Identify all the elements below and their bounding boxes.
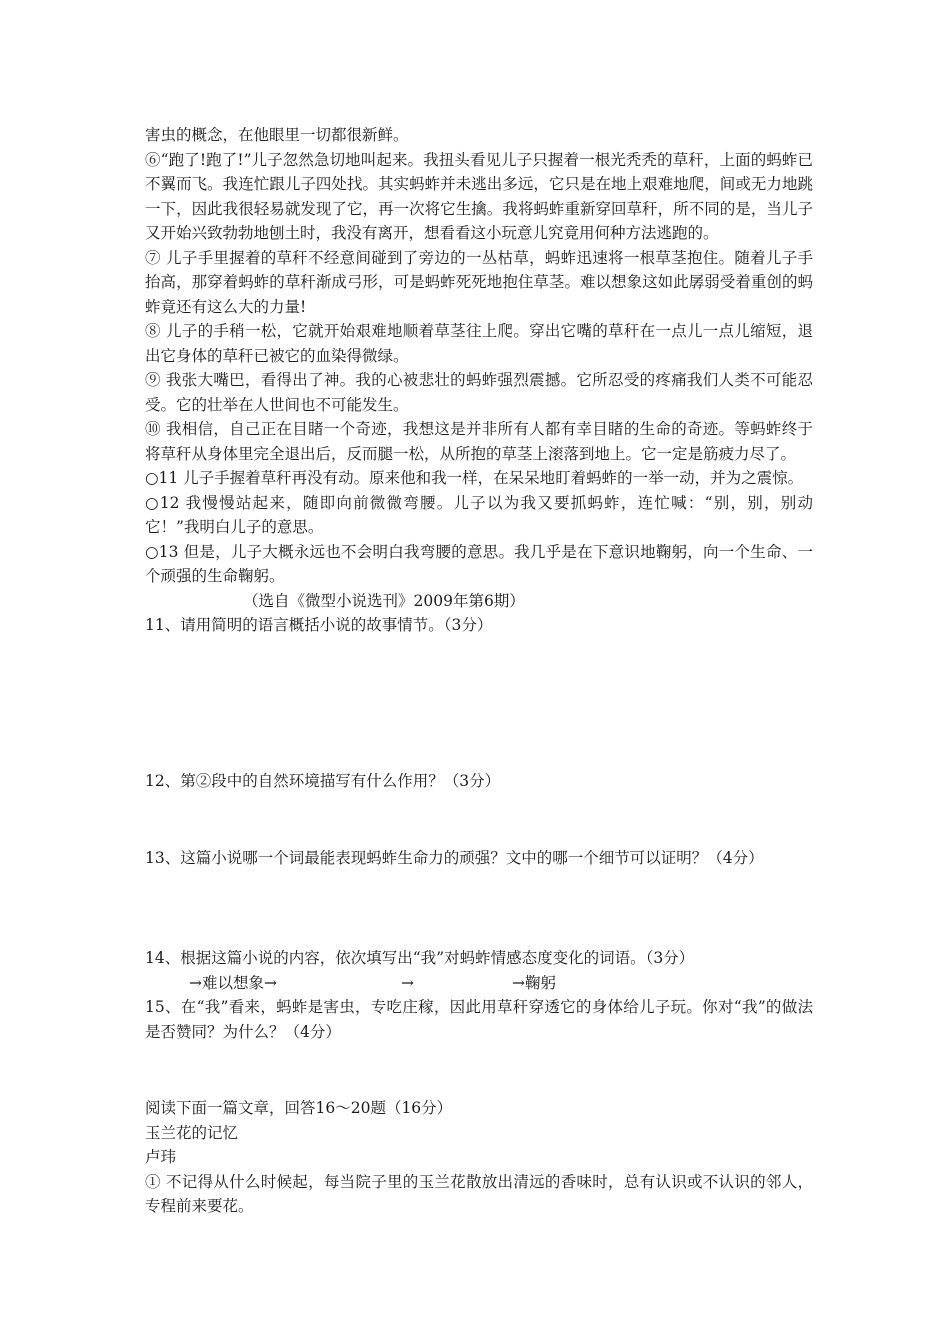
source-citation: （选自《微型小说选刊》2009年第6期） xyxy=(243,591,525,610)
paragraph-12: ○12 我慢慢站起来，随即向前微微弯腰。儿子以为我又要抓蚂蚱，连忙喊：“别，别，别动它！”我明白儿子的意思。 xyxy=(145,493,813,536)
passage-title: 玉兰花的记忆 xyxy=(145,1123,239,1142)
question-14-15-block xyxy=(145,946,813,1044)
paragraph-8: ⑧ 儿子的手稍一松，它就开始艰难地顺着草茎往上爬。穿出它嘴的草秆在一点儿一点儿缩短，退出它身体的草秆已被它的血染得微绿。 xyxy=(145,322,813,365)
fill-part-2: → xyxy=(400,973,414,992)
paragraph-9: ⑨ 我张大嘴巴，看得出了神。我的心被悲壮的蚂蚱强烈震撼。它所忍受的疼痛我们人类不可能忍受。它的壮举在人世间也不可能发生。 xyxy=(145,371,813,414)
paragraph-5-tail: 害虫的概念，在他眼里一切都很新鲜。 xyxy=(145,126,409,144)
paragraph-13: ○13 但是，儿子大概永远也不会明白我弯腰的意思。我几乎是在下意识地鞠躬，向一个生命、一个顽强的生命鞠躬。 xyxy=(145,542,813,585)
question-12-block xyxy=(145,769,813,794)
paragraph-6: ⑥“跑了!跑了!”儿子忽然急切地叫起来。我扭头看见儿子只握着一根光秃秃的草秆，上面的蚂蚱已不翼而飞。我连忙跟儿子四处找。其实蚂蚱并未逃出多远，它只是在地上艰难地爬，间或无力地跳一下，因此我很轻易就发现了它，再一次将它生擒。我将蚂蚱重新穿回草秆，所不同的是，当儿子又开始兴致勃勃地刨土时，我没有离开，想看看这小玩意儿究竟用何种方法逃跑的。 xyxy=(145,150,813,242)
paragraph-10: ⑩ 我相信，自己正在目睹一个奇迹，我想这是并非所有人都有幸目睹的生命的奇迹。等蚂蚱终于将草秆从身体里完全退出后，反而腿一松，从所抱的草茎上滚落到地上。它一定是筋疲力尽了。 xyxy=(145,420,813,463)
question-14-fill-line xyxy=(145,971,813,996)
paragraph-7: ⑦ 儿子手里握着的草秆不经意间碰到了旁边的一丛枯草，蚂蚱迅速将一根草茎抱住。随着儿子手抬高，那穿着蚂蚱的草秆渐成弓形，可是蚂蚱死死地抱住草茎。难以想象这如此孱弱受着重创的蚂蚱竟还有这么大的力量! xyxy=(145,248,813,316)
next-passage xyxy=(145,1096,813,1219)
question-13-block xyxy=(145,846,813,871)
question-15: 15、在“我”看来，蚂蚱是害虫，专吃庄稼，因此用草秆穿透它的身体给儿子玩。你对“我”的做法是否赞同？为什么？（4分） xyxy=(145,998,813,1041)
question-12: 12、第②段中的自然环境描写有什么作用？（3分） xyxy=(145,772,501,790)
passage-intro: 阅读下面一篇文章，回答16～20题（16分） xyxy=(145,1099,453,1117)
passage-paragraph-1: ① 不记得从什么时候起，每当院子里的玉兰花散放出清远的香味时，总有认识或不认识的邻人，专程前来要花。 xyxy=(145,1172,813,1215)
fill-part-1: →难以想象→ xyxy=(189,973,277,992)
question-14: 14、根据这篇小说的内容，依次填写出“我”对蚂蚱情感态度变化的词语。（3分） xyxy=(145,949,695,967)
fill-part-3: →鞠躬 xyxy=(511,973,556,992)
paragraph-11: ○11 儿子手握着草秆再没有动。原来他和我一样，在呆呆地盯着蚂蚱的一举一动，并为之震惊。 xyxy=(145,469,804,487)
question-13: 13、这篇小说哪一个词最能表现蚂蚱生命力的顽强？文中的哪一个细节可以证明？（4分） xyxy=(145,849,764,867)
story-continuation xyxy=(145,123,813,638)
question-11: 11、请用简明的语言概括小说的故事情节。（3分） xyxy=(145,616,493,634)
passage-author: 卢玮 xyxy=(145,1148,177,1166)
